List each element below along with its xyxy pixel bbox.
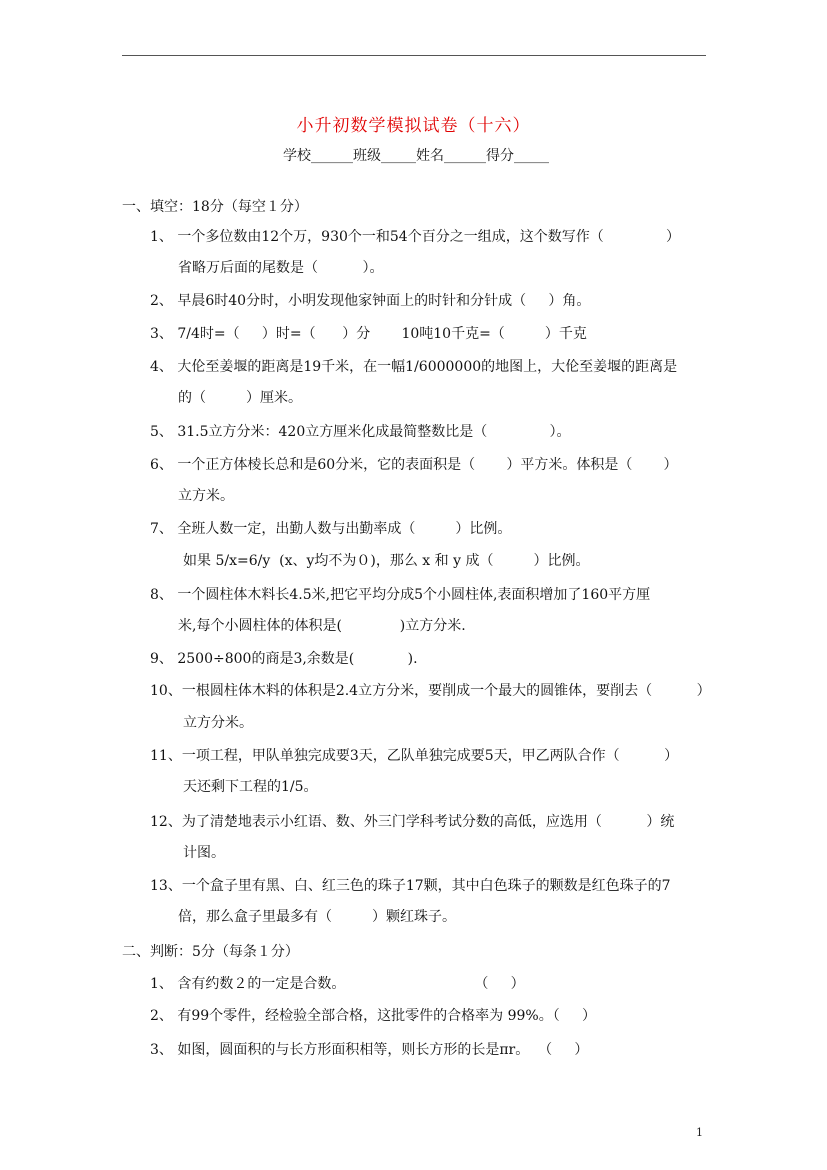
- question-item: 的（ ）厘米。: [178, 390, 303, 406]
- question-item: 12、为了清楚地表示小红语、数、外三门学科考试分数的高低，应选用（ ）统: [150, 814, 675, 830]
- question-item: 如果 5/x=6/y (x、y均不为０)，那么 x 和 y 成（ ）比例。: [183, 553, 590, 569]
- judge-item: 1、 含有约数２的一定是合数。 （ ）: [150, 976, 525, 992]
- header-rule: [122, 55, 706, 56]
- judge-item: 2、 有99个零件，经检验全部合格，这批零件的合格率为 99%。（ ）: [150, 1008, 596, 1024]
- page-number: 1: [696, 1126, 703, 1139]
- question-item: 13、一个盒子里有黑、白、红三色的珠子17颗，其中白色珠子的颗数是红色珠子的7: [150, 878, 671, 894]
- question-item: 计图。: [183, 845, 225, 861]
- question-item: 米,每个小圆柱体的体积是( )立方分米.: [178, 618, 466, 634]
- question-item: 9、 2500÷800的商是3,余数是( ).: [150, 651, 418, 667]
- question-item: 11、一项工程，甲队单独完成要3天，乙队单独完成要5天，甲乙两队合作（ ）: [150, 748, 679, 764]
- judge-item: 3、 如图，圆面积的与长方形面积相等，则长方形的长是πr。 （ ）: [150, 1042, 589, 1058]
- question-item: 2、 早晨6时40分时，小明发现他家钟面上的时针和分针成（ ）角。: [150, 293, 591, 309]
- question-item: 6、 一个正方体棱长总和是60分米，它的表面积是（ ）平方米。体积是（ ）: [150, 457, 678, 473]
- question-item: 5、 31.5立方分米：420立方厘米化成最简整数比是（ ）。: [150, 424, 571, 440]
- section-heading-fill: 一、填空：18分（每空１分）: [122, 199, 308, 215]
- question-item: 1、 一个多位数由12个万，930个一和54个百分之一组成，这个数写作（ ）: [150, 229, 681, 245]
- page-title: 小升初数学模拟试卷（十六）: [296, 116, 531, 136]
- question-item: 10、一根圆柱体木料的体积是2.4立方分米，要削成一个最大的圆锥体，要削去（ ）: [150, 683, 711, 699]
- question-item: 立方分米。: [183, 715, 253, 731]
- question-item: 天还剩下工程的1/5。: [183, 779, 318, 795]
- student-info-line: 学校______班级_____姓名______得分_____: [283, 148, 549, 164]
- section-heading-judge: 二、判断：5分（每条１分）: [122, 944, 299, 960]
- question-item: 3、 7/4时=（ ）时=（ ）分 10吨10千克=（ ）千克: [150, 326, 587, 342]
- question-item: 4、 大伦至姜堰的距离是19千米，在一幅1/6000000的地图上，大伦至姜堰的距离是: [150, 359, 678, 375]
- question-item: 7、 全班人数一定，出勤人数与出勤率成（ ）比例。: [150, 521, 512, 537]
- question-item: 8、 一个圆柱体木料长4.5米,把它平均分成5个小圆柱体,表面积增加了160平方厘: [150, 587, 651, 603]
- question-item: 立方米。: [178, 488, 234, 504]
- question-item: 省略万后面的尾数是（ ）。: [178, 260, 384, 276]
- question-item: 倍，那么盒子里最多有（ ）颗红珠子。: [178, 909, 457, 925]
